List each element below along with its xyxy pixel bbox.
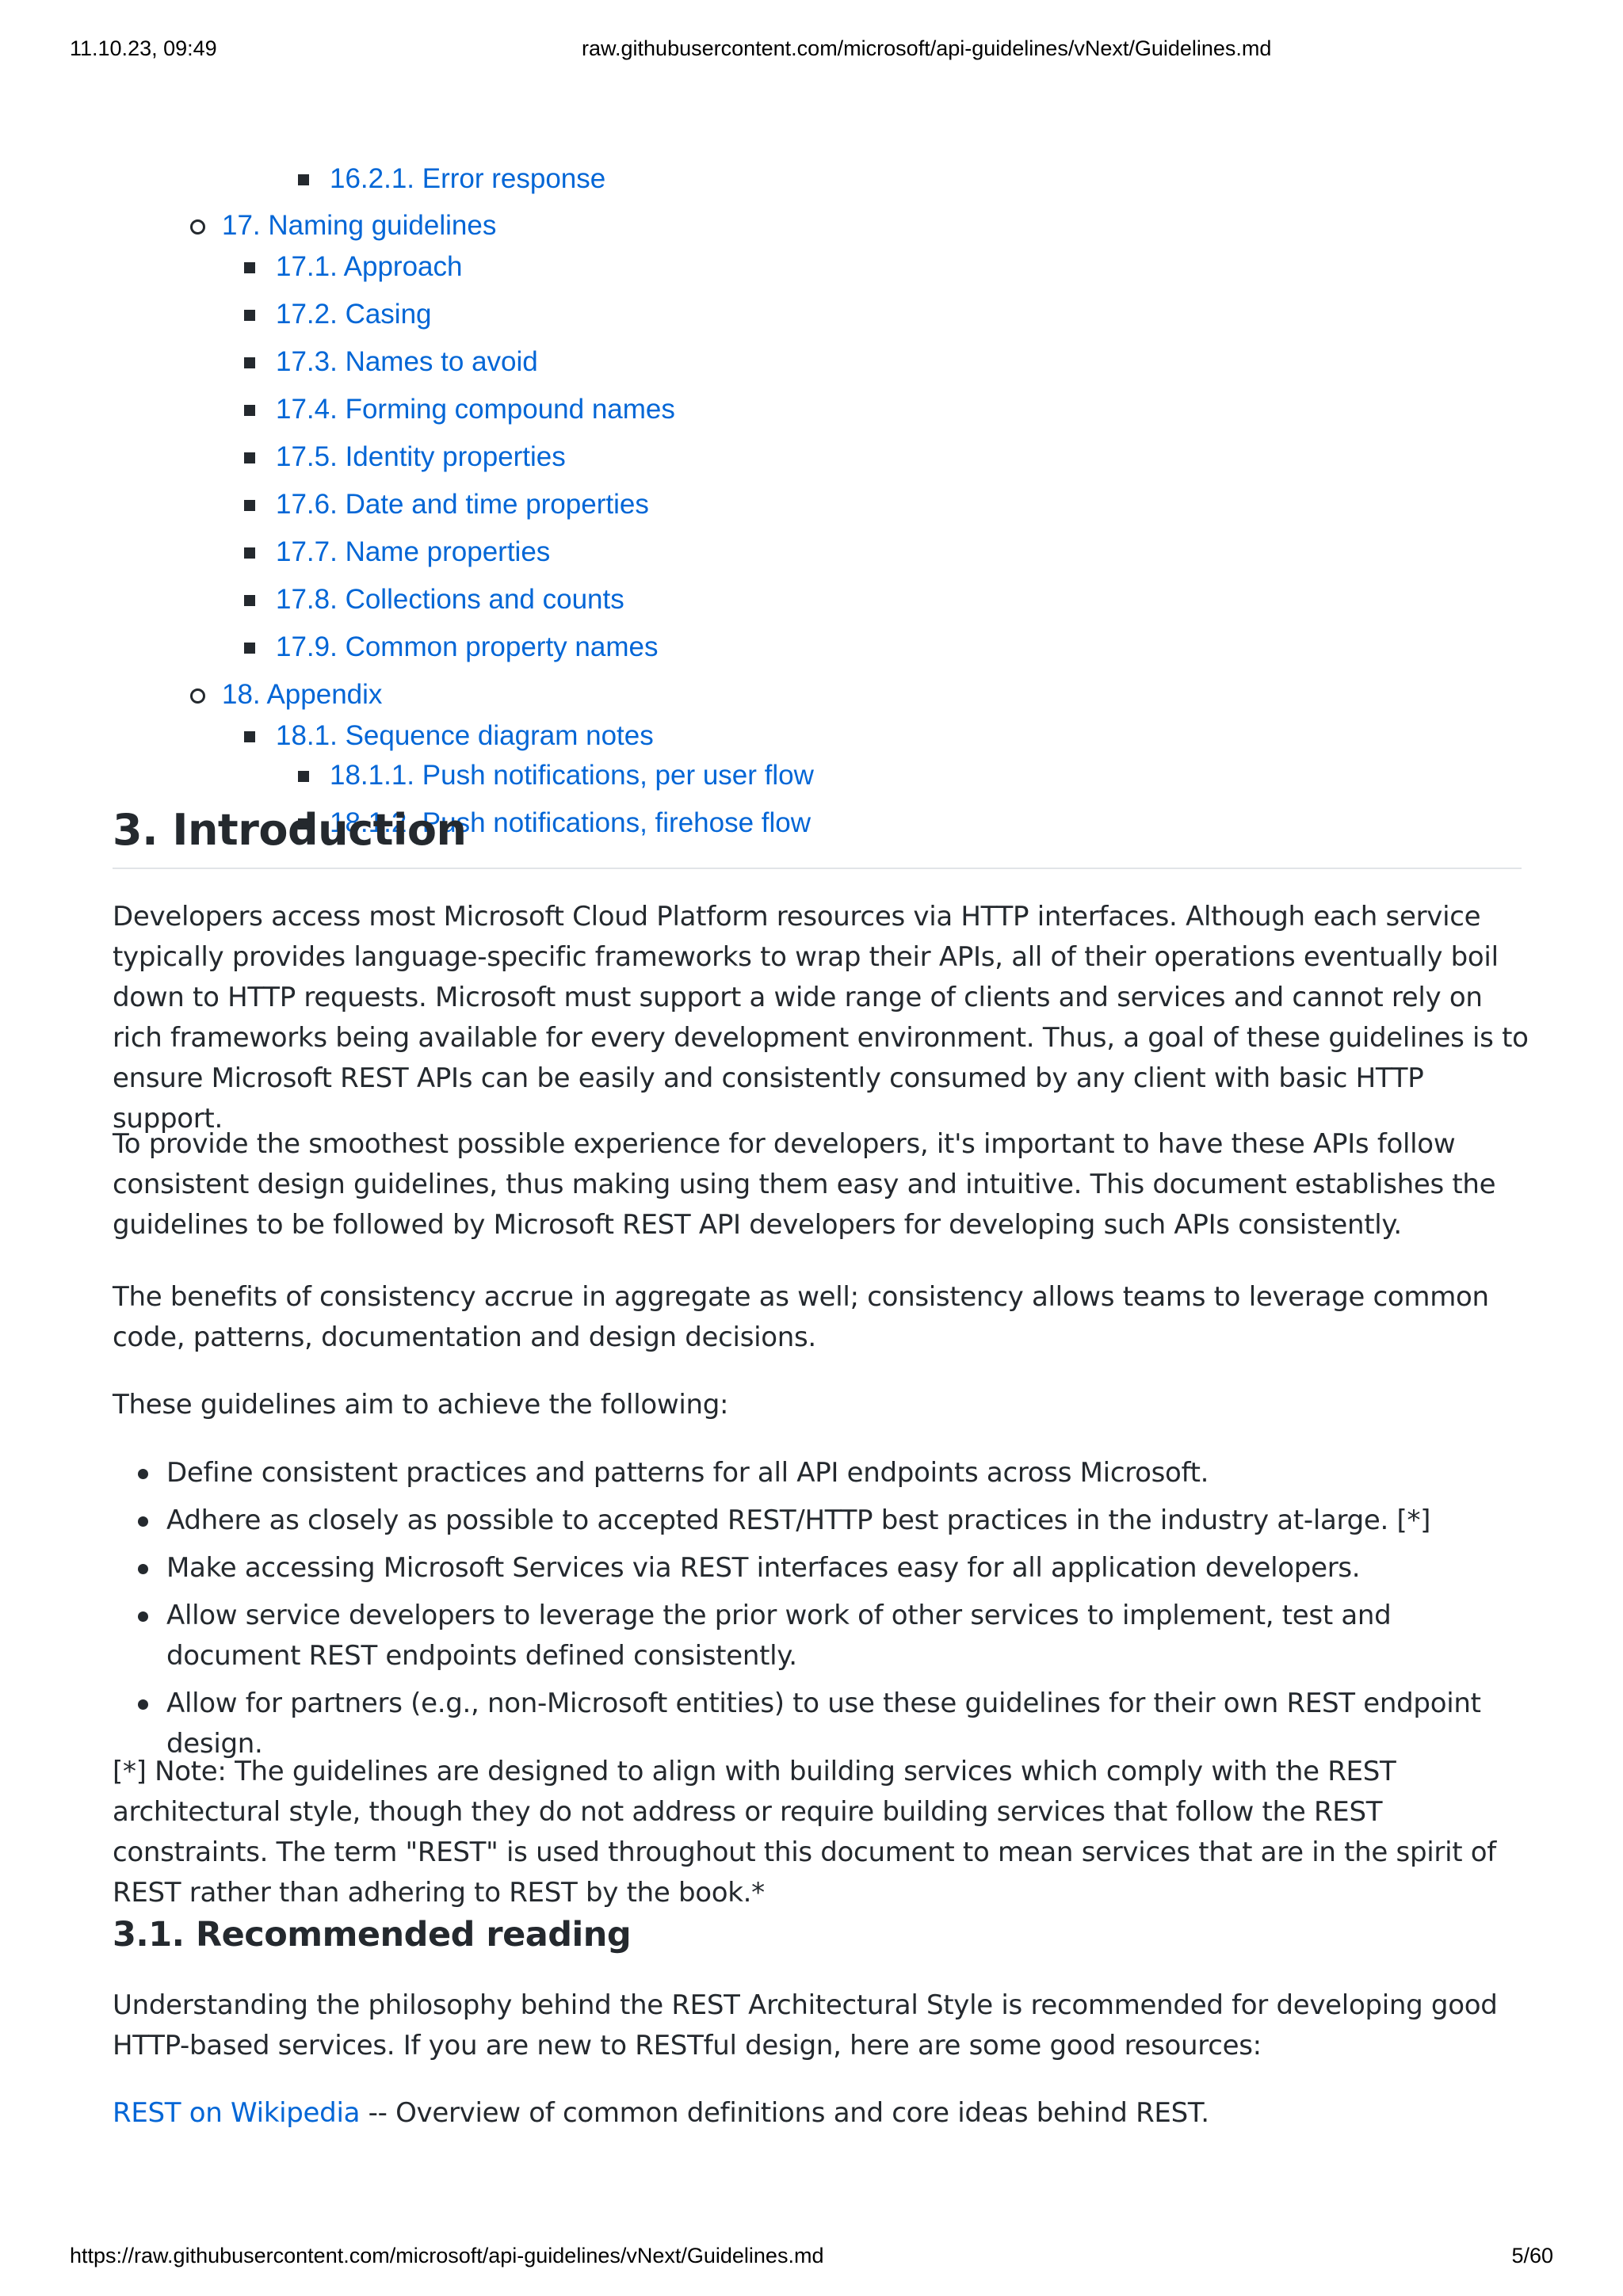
toc-link[interactable]: 17.1. Approach bbox=[276, 251, 463, 282]
square-bullet-icon bbox=[244, 643, 255, 654]
page-number: 5/60 bbox=[1511, 2244, 1553, 2267]
square-bullet-icon bbox=[244, 357, 255, 368]
toc-item-17-7[interactable] bbox=[276, 535, 550, 570]
list-item: Allow service developers to leverage the prior work of other services to implement, test and document REST endpoints defined consistently. bbox=[113, 1596, 1531, 1676]
toc-item-17-3[interactable] bbox=[276, 345, 538, 379]
toc-item-18[interactable] bbox=[222, 677, 382, 712]
wikipedia-line bbox=[113, 2093, 1531, 2134]
toc-item-17-2[interactable] bbox=[276, 297, 432, 332]
toc-item-17-8[interactable] bbox=[276, 582, 624, 617]
toc-item-17[interactable] bbox=[222, 208, 496, 243]
square-bullet-icon bbox=[244, 452, 255, 463]
square-bullet-icon bbox=[244, 310, 255, 321]
recommended-reading-heading: 3.1. Recommended reading bbox=[113, 1915, 632, 1955]
toc-item-17-9[interactable] bbox=[276, 630, 658, 665]
list-item: Make accessing Microsoft Services via REST interfaces easy for all application developers. bbox=[113, 1548, 1531, 1589]
square-bullet-icon bbox=[298, 174, 309, 185]
square-bullet-icon bbox=[244, 405, 255, 416]
toc-link[interactable]: 18.1.2. Push notifications, firehose flow bbox=[330, 807, 812, 838]
toc-item-18-1-1[interactable] bbox=[330, 758, 814, 793]
rest-note: [*] Note: The guidelines are designed to align with building services which comply with the REST architectural style, though they do not address or require building services that follow the REST constraints. The term "REST" is used throughout this document to mean services that are in the spirit of REST rather than adhering to REST by the book.* bbox=[113, 1756, 1496, 1909]
square-bullet-icon bbox=[244, 500, 255, 511]
toc-link[interactable]: 17.6. Date and time properties bbox=[276, 489, 649, 520]
bullet-dot-icon bbox=[138, 1611, 148, 1622]
list-item: Adhere as closely as possible to accepted REST/HTTP best practices in the industry at-large. [*] bbox=[113, 1501, 1531, 1541]
square-bullet-icon bbox=[298, 771, 309, 782]
toc-item-17-5[interactable] bbox=[276, 440, 566, 475]
bullet-dot-icon bbox=[138, 1699, 148, 1710]
toc-link[interactable]: 18. Appendix bbox=[222, 679, 383, 710]
toc-link[interactable]: 17.8. Collections and counts bbox=[276, 584, 624, 615]
reading-paragraph: Understanding the philosophy behind the REST Architectural Style is recommended for developing good HTTP-based services. If you are new to RESTful design, here are some good resources: bbox=[113, 1989, 1498, 2061]
square-bullet-icon bbox=[244, 262, 255, 273]
list-item: Define consistent practices and patterns for all API endpoints across Microsoft. bbox=[113, 1453, 1531, 1493]
toc-link[interactable]: 17.3. Names to avoid bbox=[276, 346, 538, 377]
toc-link[interactable]: 18.1.1. Push notifications, per user flow bbox=[330, 760, 814, 791]
toc-item-17-6[interactable] bbox=[276, 487, 649, 522]
intro-paragraph-3: The benefits of consistency accrue in aggregate as well; consistency allows teams to leverage common code, patterns, documentation and design decisions. bbox=[113, 1281, 1489, 1353]
intro-paragraph-2: To provide the smoothest possible experience for developers, it's important to have these APIs follow consistent design guidelines, thus making using them easy and intuitive. This document establishes the guidelines to be followed by Microsoft REST API developers for developing such APIs consistently. bbox=[113, 1128, 1496, 1241]
bullet-dot-icon bbox=[138, 1469, 148, 1479]
toc-item-16-2-1[interactable] bbox=[330, 162, 605, 196]
square-bullet-icon bbox=[244, 547, 255, 559]
list-item: Allow for partners (e.g., non-Microsoft entities) to use these guidelines for their own REST endpoint design. bbox=[113, 1684, 1531, 1764]
toc-link[interactable]: 17. Naming guidelines bbox=[222, 210, 497, 241]
goals-list bbox=[113, 1453, 1531, 1772]
toc-link[interactable]: 17.2. Casing bbox=[276, 299, 432, 330]
toc-link[interactable]: 16.2.1. Error response bbox=[330, 163, 606, 194]
toc-link[interactable]: 17.4. Forming compound names bbox=[276, 394, 675, 425]
toc-item-17-1[interactable] bbox=[276, 250, 462, 284]
toc-link[interactable]: 17.9. Common property names bbox=[276, 631, 659, 662]
intro-paragraph-4: These guidelines aim to achieve the following: bbox=[113, 1389, 729, 1421]
rest-wikipedia-link[interactable]: REST on Wikipedia bbox=[113, 2097, 361, 2129]
print-header bbox=[70, 36, 1553, 68]
print-footer bbox=[70, 2244, 1553, 2275]
bullet-dot-icon bbox=[138, 1564, 148, 1574]
toc-link[interactable]: 17.5. Identity properties bbox=[276, 441, 566, 472]
toc-link[interactable]: 17.7. Name properties bbox=[276, 536, 551, 567]
heading-divider bbox=[113, 868, 1522, 869]
circle-bullet-icon bbox=[190, 688, 205, 704]
print-page-title: raw.githubusercontent.com/microsoft/api-guidelines/vNext/Guidelines.md bbox=[582, 36, 1272, 60]
square-bullet-icon bbox=[244, 731, 255, 742]
circle-bullet-icon bbox=[190, 219, 205, 235]
bullet-dot-icon bbox=[138, 1516, 148, 1527]
toc-item-17-4[interactable] bbox=[276, 392, 675, 427]
toc-link[interactable]: 18.1. Sequence diagram notes bbox=[276, 720, 654, 751]
intro-paragraph-1: Developers access most Microsoft Cloud Platform resources via HTTP interfaces. Although each service typically provides language-specific frameworks to wrap their APIs, all of their operations eventually boil down to HTTP requests. Microsoft must support a wide range of clients and services and cannot rely on rich frameworks being available for every development environment. Thus, a goal of these guidelines is to ensure Microsoft REST APIs can be easily and consistently consumed by any client with basic HTTP support. bbox=[113, 901, 1529, 1135]
introduction-heading: 3. Introduction bbox=[113, 805, 467, 855]
square-bullet-icon bbox=[244, 595, 255, 606]
print-footer-url: https://raw.githubusercontent.com/microsoft/api-guidelines/vNext/Guidelines.md bbox=[70, 2244, 824, 2267]
print-datetime: 11.10.23, 09:49 bbox=[70, 36, 217, 60]
wikipedia-link-description: -- Overview of common definitions and core ideas behind REST. bbox=[360, 2097, 1209, 2129]
toc-item-18-1[interactable] bbox=[276, 719, 654, 753]
